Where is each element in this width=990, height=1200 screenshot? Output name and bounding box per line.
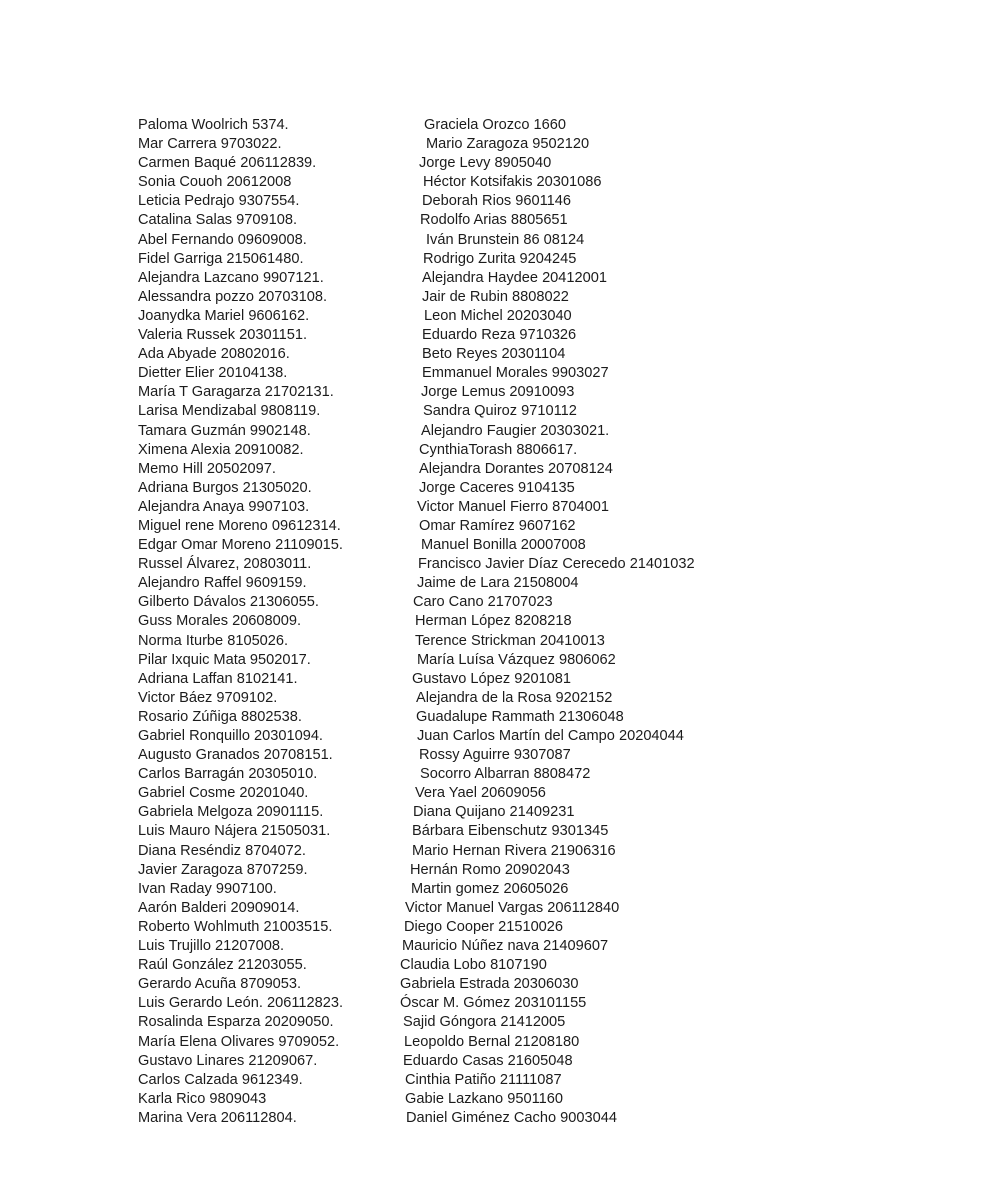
right-entry: Alejandra Haydee 20412001 xyxy=(422,269,608,286)
list-row xyxy=(138,116,778,135)
left-entry: Alejandra Lazcano 9907121. xyxy=(138,269,324,286)
left-entry: Victor Báez 9709102. xyxy=(138,689,278,706)
list-row xyxy=(138,345,778,364)
left-entry: Carlos Barragán 20305010. xyxy=(138,766,318,783)
right-entry: Leon Michel 20203040 xyxy=(424,307,572,324)
list-row xyxy=(138,708,778,727)
right-entry: Eduardo Casas 21605048 xyxy=(403,1052,573,1069)
right-entry: Diana Quijano 21409231 xyxy=(413,804,575,821)
list-row xyxy=(138,784,778,803)
right-entry: Victor Manuel Vargas 206112840 xyxy=(405,899,620,916)
right-entry: Iván Brunstein 86 08124 xyxy=(426,231,585,248)
list-row xyxy=(138,288,778,307)
left-entry: Carmen Baqué 206112839. xyxy=(138,155,317,172)
list-row xyxy=(138,880,778,899)
left-entry: Ada Abyade 20802016. xyxy=(138,346,290,363)
right-entry: Jair de Rubin 8808022 xyxy=(422,288,569,305)
right-entry: Socorro Albarran 8808472 xyxy=(420,766,591,783)
list-row xyxy=(138,937,778,956)
left-entry: Memo Hill 20502097. xyxy=(138,460,276,477)
left-entry: Gustavo Linares 21209067. xyxy=(138,1052,318,1069)
left-entry: Aarón Balderi 20909014. xyxy=(138,899,300,916)
left-entry: Adriana Burgos 21305020. xyxy=(138,479,312,496)
right-entry: Jaime de Lara 21508004 xyxy=(417,575,579,592)
left-entry: Larisa Mendizabal 9808119. xyxy=(138,403,321,420)
list-row xyxy=(138,269,778,288)
list-row xyxy=(138,632,778,651)
left-entry: Alejandro Raffel 9609159. xyxy=(138,575,307,592)
list-row xyxy=(138,422,778,441)
left-entry: Gilberto Dávalos 21306055. xyxy=(138,594,319,611)
list-row xyxy=(138,593,778,612)
left-entry: Russel Álvarez, 20803011. xyxy=(138,556,312,573)
right-entry: Emmanuel Morales 9903027 xyxy=(422,365,609,382)
list-row xyxy=(138,1033,778,1052)
list-row xyxy=(138,364,778,383)
left-entry: Diana Reséndiz 8704072. xyxy=(138,842,306,859)
left-entry: Paloma Woolrich 5374. xyxy=(138,117,289,133)
left-entry: Augusto Granados 20708151. xyxy=(138,747,333,764)
right-entry: Gustavo López 9201081 xyxy=(412,670,572,687)
list-row xyxy=(138,211,778,230)
list-row xyxy=(138,307,778,326)
right-entry: Óscar M. Gómez 203101155 xyxy=(400,995,587,1012)
list-row xyxy=(138,1109,778,1128)
right-entry: Francisco Javier Díaz Cerecedo 21401032 xyxy=(418,556,695,573)
left-entry: Joanydka Mariel 9606162. xyxy=(138,307,310,324)
right-entry: Mauricio Núñez nava 21409607 xyxy=(402,938,609,955)
right-entry: Alejandra de la Rosa 9202152 xyxy=(416,689,613,706)
right-entry: María Luísa Vázquez 9806062 xyxy=(417,651,616,668)
list-row xyxy=(138,1090,778,1109)
left-entry: Carlos Calzada 9612349. xyxy=(138,1071,303,1088)
left-entry: Alejandra Anaya 9907103. xyxy=(138,498,310,515)
left-entry: Karla Rico 9809043 xyxy=(138,1090,267,1107)
left-entry: Rosalinda Esparza 20209050. xyxy=(138,1014,334,1031)
list-row xyxy=(138,746,778,765)
left-entry: Pilar Ixquic Mata 9502017. xyxy=(138,651,311,668)
list-row xyxy=(138,727,778,746)
left-entry: Gerardo Acuña 8709053. xyxy=(138,976,302,993)
list-row xyxy=(138,383,778,402)
right-entry: Caro Cano 21707023 xyxy=(413,594,553,611)
list-row xyxy=(138,803,778,822)
list-row xyxy=(138,250,778,269)
list-row xyxy=(138,402,778,421)
left-entry: Rosario Zúñiga 8802538. xyxy=(138,708,302,725)
list-row xyxy=(138,231,778,250)
list-row xyxy=(138,536,778,555)
left-entry: Marina Vera 206112804. xyxy=(138,1109,297,1126)
list-row xyxy=(138,899,778,918)
right-entry: Jorge Lemus 20910093 xyxy=(421,384,575,401)
right-entry: Alejandro Faugier 20303021. xyxy=(421,422,610,439)
right-entry: Diego Cooper 21510026 xyxy=(404,918,564,935)
left-entry: Luis Gerardo León. 206112823. xyxy=(138,995,344,1012)
right-entry: Rodolfo Arias 8805651 xyxy=(420,212,568,229)
list-row xyxy=(138,441,778,460)
right-entry: Hernán Romo 20902043 xyxy=(410,861,570,878)
left-entry: María Elena Olivares 9709052. xyxy=(138,1033,340,1050)
list-row xyxy=(138,555,778,574)
right-entry: Manuel Bonilla 20007008 xyxy=(421,537,586,554)
right-entry: Victor Manuel Fierro 8704001 xyxy=(417,498,609,515)
left-entry: Tamara Guzmán 9902148. xyxy=(138,422,311,439)
right-entry: Cinthia Patiño 21111087 xyxy=(405,1071,562,1088)
left-entry: Adriana Laffan 8102141. xyxy=(138,670,298,687)
list-row xyxy=(138,861,778,880)
list-row xyxy=(138,460,778,479)
list-row xyxy=(138,765,778,784)
right-entry: Sajid Góngora 21412005 xyxy=(403,1014,566,1031)
name-list xyxy=(138,116,778,1128)
left-entry: Mar Carrera 9703022. xyxy=(138,136,282,153)
right-entry: Mario Zaragoza 9502120 xyxy=(426,136,590,153)
list-row xyxy=(138,670,778,689)
right-entry: Juan Carlos Martín del Campo 20204044 xyxy=(417,728,684,744)
list-row xyxy=(138,612,778,631)
left-entry: Guss Morales 20608009. xyxy=(138,613,302,630)
left-entry: Ivan Raday 9907100. xyxy=(138,880,277,897)
left-entry: Raúl González 21203055. xyxy=(138,957,307,974)
left-entry: Norma Iturbe 8105026. xyxy=(138,632,289,649)
right-entry: Leopoldo Bernal 21208180 xyxy=(404,1033,580,1050)
list-row xyxy=(138,326,778,345)
list-row xyxy=(138,689,778,708)
right-entry: Jorge Caceres 9104135 xyxy=(419,479,575,496)
right-entry: Claudia Lobo 8107190 xyxy=(400,957,547,974)
right-entry: Alejandra Dorantes 20708124 xyxy=(419,460,613,477)
list-row xyxy=(138,975,778,994)
left-entry: Sonia Couoh 20612008 xyxy=(138,174,292,191)
list-row xyxy=(138,498,778,517)
right-entry: Jorge Levy 8905040 xyxy=(419,155,552,172)
left-entry: Gabriel Ronquillo 20301094. xyxy=(138,728,323,744)
left-entry: Abel Fernando 09609008. xyxy=(138,231,307,248)
list-row xyxy=(138,154,778,173)
right-entry: Héctor Kotsifakis 20301086 xyxy=(423,174,602,191)
left-entry: Ximena Alexia 20910082. xyxy=(138,441,304,458)
right-entry: Mario Hernan Rivera 21906316 xyxy=(412,842,616,859)
right-entry: Graciela Orozco 1660 xyxy=(424,117,566,133)
right-entry: Terence Strickman 20410013 xyxy=(415,632,605,649)
right-entry: Martin gomez 20605026 xyxy=(411,880,569,897)
list-row xyxy=(138,1013,778,1032)
list-row xyxy=(138,918,778,937)
left-entry: Catalina Salas 9709108. xyxy=(138,212,298,229)
right-entry: Eduardo Reza 9710326 xyxy=(422,327,577,344)
list-row xyxy=(138,822,778,841)
right-entry: Daniel Giménez Cacho 9003044 xyxy=(406,1109,617,1126)
list-row xyxy=(138,192,778,211)
right-entry: Vera Yael 20609056 xyxy=(415,785,546,802)
left-entry: Gabriel Cosme 20201040. xyxy=(138,785,309,802)
list-row xyxy=(138,574,778,593)
left-entry: Alessandra pozzo 20703108. xyxy=(138,288,328,305)
list-row xyxy=(138,651,778,670)
right-entry: CynthiaTorash 8806617. xyxy=(419,441,578,458)
right-entry: Bárbara Eibenschutz 9301345 xyxy=(412,823,609,840)
left-entry: Luis Trujillo 21207008. xyxy=(138,938,285,955)
right-entry: Rodrigo Zurita 9204245 xyxy=(423,250,577,267)
list-row xyxy=(138,1052,778,1071)
right-entry: Gabie Lazkano 9501160 xyxy=(405,1090,563,1107)
left-entry: Javier Zaragoza 8707259. xyxy=(138,861,308,878)
left-entry: Leticia Pedrajo 9307554. xyxy=(138,193,300,210)
list-row xyxy=(138,842,778,861)
right-entry: Gabriela Estrada 20306030 xyxy=(400,976,579,993)
right-entry: Sandra Quiroz 9710112 xyxy=(423,403,577,420)
right-entry: Deborah Rios 9601146 xyxy=(422,193,572,210)
list-row xyxy=(138,135,778,154)
left-entry: Fidel Garriga 215061480. xyxy=(138,250,304,267)
list-row xyxy=(138,956,778,975)
left-entry: María T Garagarza 21702131. xyxy=(138,384,334,401)
list-row xyxy=(138,1071,778,1090)
right-entry: Herman López 8208218 xyxy=(415,613,572,630)
left-entry: Edgar Omar Moreno 21109015. xyxy=(138,537,343,554)
right-entry: Rossy Aguirre 9307087 xyxy=(419,747,571,764)
list-row xyxy=(138,173,778,192)
right-entry: Beto Reyes 20301104 xyxy=(422,346,566,363)
left-entry: Valeria Russek 20301151. xyxy=(138,327,308,344)
list-row xyxy=(138,994,778,1013)
left-entry: Roberto Wohlmuth 21003515. xyxy=(138,918,333,935)
right-entry: Omar Ramírez 9607162 xyxy=(419,517,576,534)
left-entry: Gabriela Melgoza 20901115. xyxy=(138,804,324,821)
list-row xyxy=(138,479,778,498)
left-entry: Dietter Elier 20104138. xyxy=(138,365,288,382)
right-entry: Guadalupe Rammath 21306048 xyxy=(416,708,624,725)
left-entry: Miguel rene Moreno 09612314. xyxy=(138,517,341,534)
list-row xyxy=(138,517,778,536)
left-entry: Luis Mauro Nájera 21505031. xyxy=(138,823,331,840)
